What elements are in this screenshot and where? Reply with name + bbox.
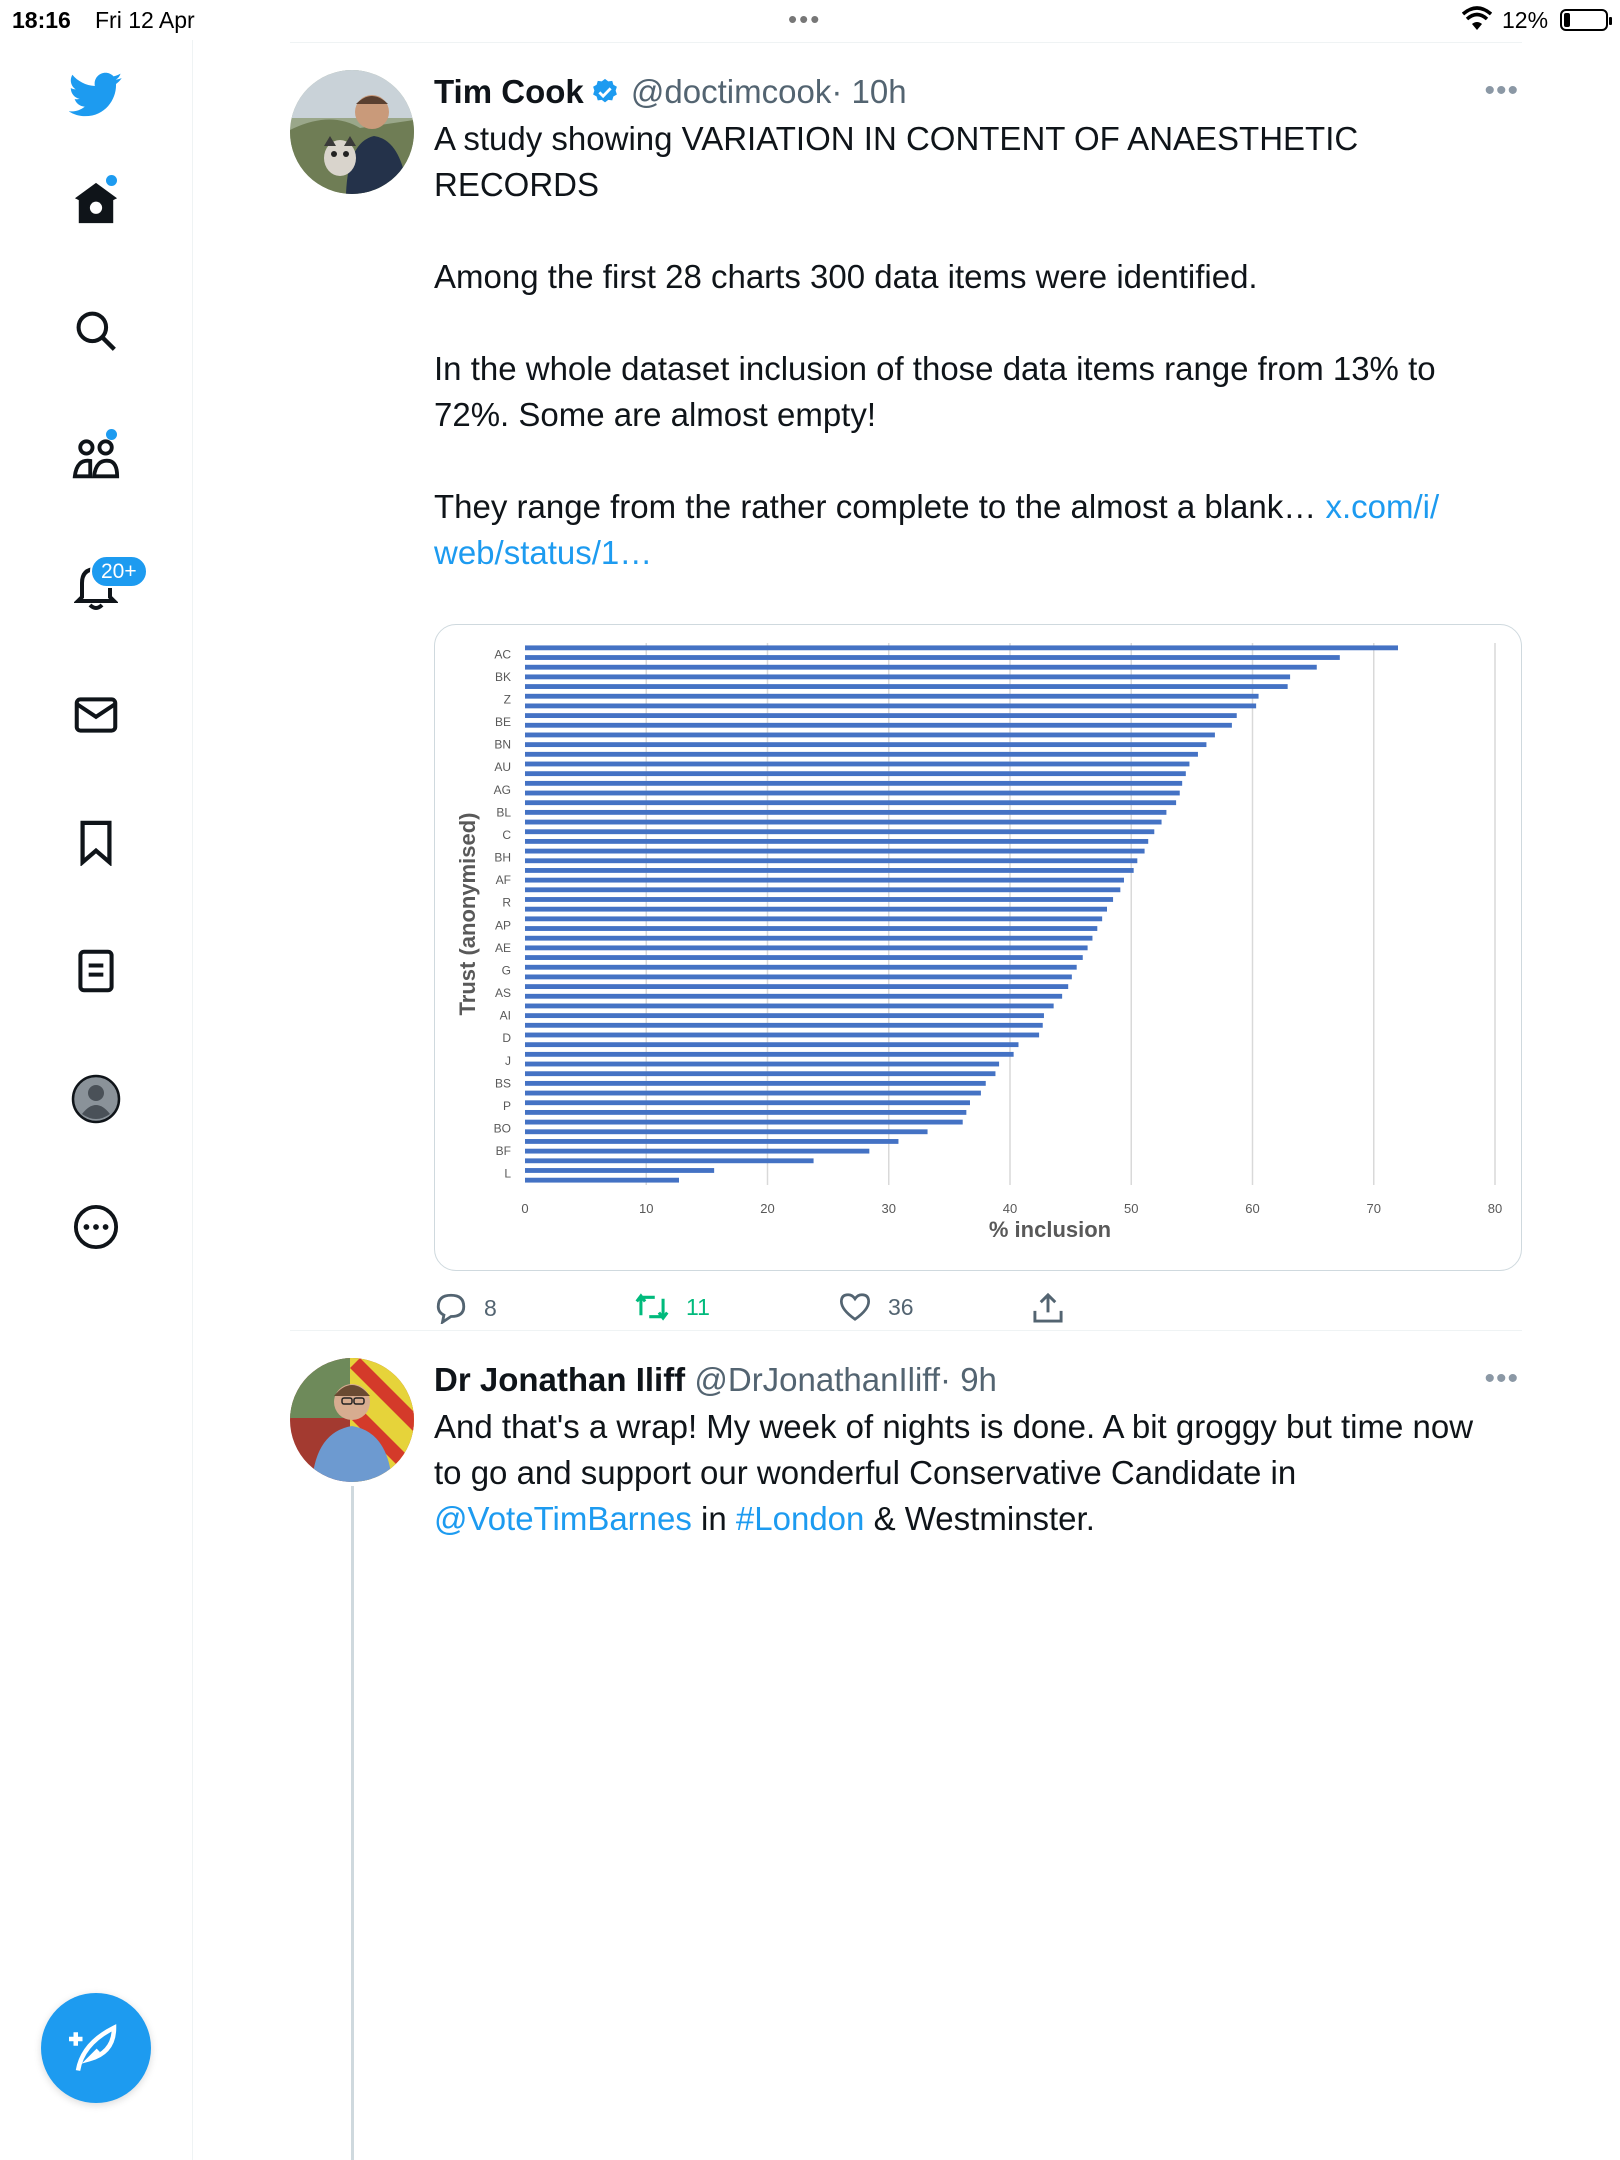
retweet-button[interactable]	[634, 1292, 710, 1322]
chart-y-tick-label: AC	[494, 647, 511, 662]
chart-bar	[525, 674, 1290, 679]
chart-bar	[525, 887, 1120, 892]
tweet-link[interactable]: x.com/i/ web/status/1…	[434, 488, 1440, 571]
chart-bar	[525, 762, 1189, 767]
chart-y-tick-label: J	[505, 1053, 511, 1068]
chart-x-tick-label: 60	[1245, 1201, 1260, 1216]
chart-bar	[525, 839, 1148, 844]
chart-y-tick-label: AI	[499, 1008, 511, 1023]
chart-x-tick-label: 20	[760, 1201, 775, 1216]
chart-y-tick-label: G	[501, 963, 511, 978]
chart-bar	[525, 936, 1092, 941]
chart-y-tick-label: AG	[493, 782, 511, 797]
chart-bar	[525, 1013, 1044, 1018]
feed-top-divider	[290, 42, 1522, 43]
home-icon[interactable]	[66, 173, 126, 233]
author-name[interactable]: Dr Jonathan Iliff	[434, 1361, 686, 1398]
tweet-text-content: And that's a wrap! My week of nights is done. A bit groggy but time now to go and support our wonderful Conservative Candidate in	[434, 1408, 1474, 1491]
lists-icon[interactable]	[66, 941, 126, 1001]
chart-y-tick-label: D	[502, 1031, 511, 1046]
chart-bar	[525, 752, 1198, 757]
chart-bar	[525, 733, 1215, 738]
chart-bar	[525, 1042, 1018, 1047]
battery-percent: 12%	[1502, 7, 1549, 33]
tweet-actions	[434, 1292, 1134, 1332]
tweet-text-content: in	[691, 1500, 736, 1537]
communities-icon[interactable]	[66, 429, 126, 489]
chart-bar	[525, 868, 1134, 873]
chart-x-tick-label: 10	[639, 1201, 654, 1216]
chart-bar	[525, 684, 1288, 689]
more-icon[interactable]	[66, 1197, 126, 1257]
chart-x-tick-label: 50	[1124, 1201, 1139, 1216]
status-time: 18:16	[12, 7, 71, 33]
chart-x-tick-label: 40	[1002, 1201, 1018, 1216]
chart-bar	[525, 1052, 1014, 1057]
share-icon	[1032, 1292, 1064, 1324]
bookmarks-icon[interactable]	[66, 813, 126, 873]
chart-bar	[525, 703, 1256, 708]
chart-bar	[525, 858, 1137, 863]
chart-y-tick-label: BO	[493, 1121, 511, 1136]
chart-y-tick-label: L	[504, 1166, 511, 1181]
chart-y-tick-label: BL	[496, 805, 511, 820]
retweet-icon	[634, 1292, 670, 1322]
chart-x-tick-label: 0	[521, 1201, 529, 1216]
chart-y-tick-label: BF	[495, 1144, 511, 1159]
like-count: 36	[888, 1293, 914, 1320]
chart-y-tick-label: R	[502, 895, 511, 910]
compose-tweet-button[interactable]	[41, 1993, 151, 2103]
tweet-time[interactable]: · 9h	[940, 1361, 997, 1398]
status-date: Fri 12 Apr	[95, 7, 195, 33]
chart-bar	[525, 829, 1154, 834]
chart-y-tick-label: BN	[494, 737, 511, 752]
chart-bar	[525, 994, 1062, 999]
chart-bar	[525, 1023, 1043, 1028]
chart-bar	[525, 955, 1083, 960]
chart-bar	[525, 655, 1340, 660]
profile-icon[interactable]	[66, 1069, 126, 1129]
tweet-text-content: A study showing VARIATION IN CONTENT OF ANAESTHETIC RECORDS Among the first 28 charts 300 data items were identified. In the whole dataset inclusion of those data items range from 13% to 72%. Some are almost empty! They range from the rather complete to the almost a blank…	[434, 120, 1436, 525]
chart-bar	[525, 1081, 986, 1086]
notifications-badge: 20+	[90, 555, 148, 588]
chart-bar	[525, 771, 1186, 776]
chart-x-axis-title: % inclusion	[988, 1217, 1112, 1242]
chart-y-tick-label: AS	[494, 986, 511, 1001]
mention-link[interactable]: @VoteTimBarnes	[434, 1500, 692, 1537]
tweet-text	[434, 116, 1524, 576]
chart-y-tick-label: BK	[494, 669, 511, 684]
chart-bar	[525, 1178, 679, 1183]
thread-line	[351, 1486, 354, 2160]
chart-bar	[525, 1168, 714, 1173]
tweet-more-icon[interactable]: •••	[1484, 74, 1519, 107]
chart-bar	[525, 694, 1259, 699]
chart-bar	[525, 820, 1162, 825]
chart-bar	[525, 713, 1237, 718]
chart-y-tick-label: BS	[494, 1076, 511, 1091]
chart-y-tick-label: BE	[494, 715, 511, 730]
chart-y-tick-label: C	[502, 827, 511, 842]
chart-y-tick-label: AU	[494, 760, 511, 775]
chart-bar	[525, 984, 1068, 989]
chart-bar	[525, 945, 1088, 950]
share-button[interactable]	[1032, 1292, 1064, 1324]
chart-y-axis-title: Trust (anonymised)	[455, 812, 480, 1016]
avatar[interactable]	[290, 1358, 414, 1482]
chart-x-tick-label: 80	[1487, 1201, 1503, 1216]
chart-bar	[525, 723, 1232, 728]
chart-y-tick-label: AP	[494, 918, 511, 933]
chart-x-tick-label: 30	[881, 1201, 896, 1216]
twitter-logo-icon[interactable]	[66, 65, 126, 125]
chart-bar	[525, 665, 1317, 670]
chart-y-tick-label: AF	[495, 873, 511, 888]
heart-icon	[838, 1292, 872, 1322]
chart-bar	[525, 1100, 970, 1105]
tweet-more-icon[interactable]: •••	[1484, 1362, 1519, 1395]
chart-bar	[525, 1062, 999, 1067]
sidebar	[0, 40, 193, 2160]
retweet-count: 11	[686, 1293, 710, 1320]
chart-bar	[525, 1071, 995, 1076]
chart-bar	[525, 791, 1180, 796]
home-notification-dot	[106, 175, 117, 186]
chart-bar	[525, 1149, 869, 1154]
chart-y-tick-label: BH	[494, 850, 511, 865]
chart-bar	[525, 878, 1124, 883]
compose-feather-icon	[69, 2021, 123, 2075]
hashtag-link[interactable]: #London	[735, 1500, 865, 1537]
reply-icon	[434, 1292, 468, 1324]
tweet-divider	[290, 1330, 1522, 1331]
bar-chart	[435, 625, 1522, 1271]
chart-bar	[525, 1139, 898, 1144]
chart-bar	[525, 1110, 966, 1115]
author-handle[interactable]: @doctimcook	[630, 73, 832, 110]
chart-bar	[525, 926, 1097, 931]
chart-bar	[525, 781, 1182, 786]
chart-bar	[525, 897, 1113, 902]
reply-button[interactable]	[434, 1292, 497, 1324]
chart-y-tick-label: P	[502, 1098, 511, 1113]
tweet-header	[434, 70, 907, 118]
chart-bar	[525, 810, 1166, 815]
multitasking-dots-icon[interactable]: •••	[788, 4, 822, 34]
verified-badge-icon	[590, 74, 620, 118]
chart-bar	[525, 800, 1176, 805]
chart-y-tick-label: AE	[494, 940, 511, 955]
chart-bar	[525, 645, 1398, 650]
chart-bar	[525, 974, 1072, 979]
reply-count: 8	[484, 1294, 497, 1321]
tweet-time[interactable]: · 10h	[831, 73, 907, 110]
like-button[interactable]	[838, 1292, 914, 1322]
chart-x-tick-label: 70	[1366, 1201, 1381, 1216]
chart-bar	[525, 1158, 814, 1163]
chart-bar	[525, 1033, 1039, 1038]
chart-bar	[525, 849, 1145, 854]
wifi-icon	[1462, 6, 1492, 38]
avatar[interactable]	[290, 70, 414, 194]
chart-bar	[525, 1004, 1054, 1009]
communities-notification-dot	[106, 429, 117, 440]
messages-icon[interactable]	[66, 685, 126, 745]
battery-icon	[1560, 9, 1608, 31]
chart-bar	[525, 742, 1206, 747]
chart-bar	[525, 1129, 928, 1134]
status-bar	[0, 0, 1620, 40]
chart-bar	[525, 907, 1107, 912]
chart-y-tick-label: Z	[503, 692, 511, 707]
chart-bar	[525, 1120, 963, 1125]
author-handle[interactable]: @DrJonathanIliff	[694, 1361, 941, 1398]
tweet-header	[434, 1358, 997, 1402]
chart-bar	[525, 965, 1077, 970]
author-name[interactable]: Tim Cook	[434, 73, 584, 110]
tweet-text-content: & Westminster.	[864, 1500, 1095, 1537]
search-icon[interactable]	[66, 301, 126, 361]
chart-bar	[525, 1091, 981, 1096]
chart-card[interactable]	[434, 624, 1522, 1271]
tweet-text	[434, 1404, 1524, 1542]
chart-bar	[525, 916, 1102, 921]
